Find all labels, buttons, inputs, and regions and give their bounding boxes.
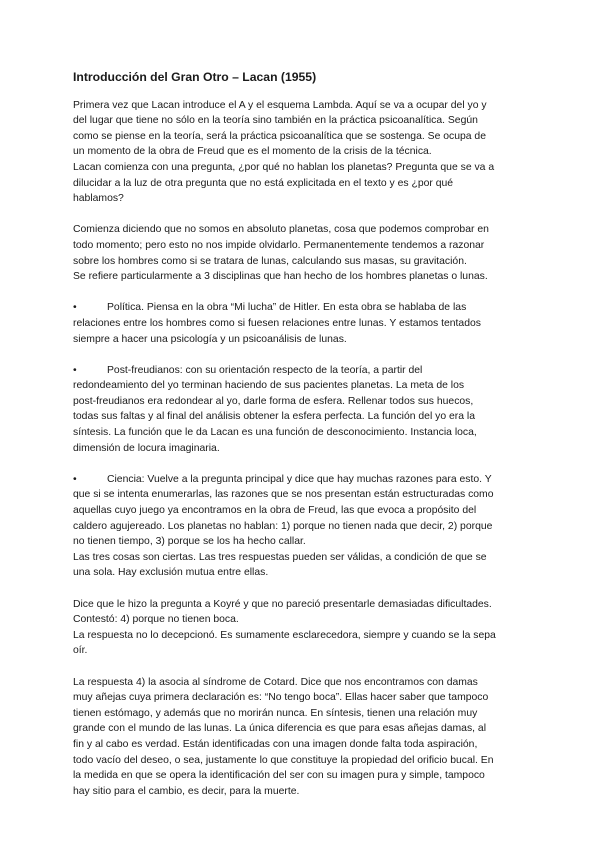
text-line: Las tres cosas son ciertas. Las tres respuestas pueden ser válidas, a condición de que se — [73, 551, 487, 563]
text-line: la medida en que se opera la identificación del ser con su imagen pura y simple, tampoco — [73, 770, 485, 782]
text-line: no tienen tiempo, 3) porque se los ha hecho callar. — [73, 536, 306, 548]
text-line: hablamos? — [73, 193, 124, 205]
text-line-content: Política. Piensa en la obra “Mi lucha” de Hitler. En esta obra se hablaba de las — [107, 302, 467, 314]
text-line: sobre los hombres como si se tratara de lunas, calculando sus masas, su gravitación. — [73, 255, 467, 267]
bullet-paragraph — [73, 472, 529, 581]
text-line-content: Ciencia: Vuelve a la pregunta principal y dice que hay muchas razones para esto. Y — [107, 473, 492, 485]
document-body — [73, 98, 529, 800]
bullet-icon: • — [73, 302, 77, 314]
text-line: como se piense en la teoría, será la práctica psicoanalítica que se sostenga. Se ocupa de — [73, 130, 486, 142]
text-line: oír. — [73, 645, 88, 657]
text-line: fin y al cabo es verdad. Están identificadas con una imagen donde falta toda aspiración, — [73, 738, 478, 750]
text-line: Contestó: 4) porque no tienen boca. — [73, 614, 239, 626]
text-line: dimensión de locura imaginaria. — [73, 442, 220, 454]
text-line: La respuesta no lo decepcionó. Es sumamente esclarecedora, siempre y cuando se la sepa — [73, 629, 496, 641]
text-line: un momento de la obra de Freud que es el momento de la crisis de la técnica. — [73, 146, 432, 158]
text-line-content: Post-freudianos: con su orientación respecto de la teoría, a partir del — [107, 364, 423, 376]
text-line: tienen estómago, y además que no morirán nunca. En síntesis, tienen una relación muy — [73, 707, 478, 719]
text-line: todo vacío del deseo, o sea, justamente lo que constituye la propiedad del orificio bucal. En — [73, 754, 494, 766]
text-line: del lugar que tiene no sólo en la teoría sino también en la práctica psicoanalítica. Según — [73, 115, 478, 127]
text-line: una sola. Hay exclusión mutua entre ellas. — [73, 567, 269, 579]
text-line: hay sitio para el cambio, es decir, para la muerte. — [73, 785, 300, 797]
document-page — [73, 70, 529, 815]
paragraph — [73, 222, 529, 284]
text-line: que si se intenta enumerarlas, las razones que se nos presentan están estructuradas como — [73, 489, 494, 501]
document-title: Introducción del Gran Otro – Lacan (1955) — [73, 70, 317, 84]
paragraph — [73, 675, 529, 800]
bullet-icon: • — [73, 364, 77, 376]
text-line: siempre a hacer una psicología y un psicoanálisis de lunas. — [73, 333, 347, 345]
text-line: muy añejas cuya primera declaración es: “No tengo boca”. Ellas hacer saber que tampoco — [73, 692, 489, 704]
text-line: todo momento; pero esto no nos impide olvidarlo. Permanentemente tendemos a razonar — [73, 239, 485, 251]
text-line: todas sus faltas y al final del análisis obtener la esfera perfecta. La función del yo era la — [73, 411, 476, 423]
text-line: La respuesta 4) la asocia al síndrome de Cotard. Dice que nos encontramos con damas — [73, 676, 478, 688]
text-line: Comienza diciendo que no somos en absoluto planetas, cosa que podemos comprobar en — [73, 224, 489, 236]
text-line: síntesis. La función que le da Lacan es una función de desconocimiento. Instancia loca, — [73, 427, 477, 439]
bullet-icon: • — [73, 473, 77, 485]
text-line: Se refiere particularmente a 3 disciplinas que han hecho de los hombres planetas o lunas. — [73, 271, 488, 283]
bullet-paragraph — [73, 363, 529, 457]
text-line: redondeamiento del yo terminan haciendo de sus pacientes planetas. La meta de los — [73, 380, 465, 392]
text-line: aquellas cuyo juego ya encontramos en la obra de Freud, las que evoca a propósito del — [73, 505, 477, 517]
text-line: caldero agujereado. Los planetas no hablan: 1) porque no tienen nada que decir, 2) porque — [73, 520, 493, 532]
text-line — [73, 300, 529, 316]
text-line: Lacan comienza con una pregunta, ¿por qué no hablan los planetas? Pregunta que se va a — [73, 161, 495, 173]
text-line: Primera vez que Lacan introduce el A y el esquema Lambda. Aquí se va a ocupar del yo y — [73, 99, 487, 111]
text-line: grande con el mundo de las lunas. La única diferencia es que para esas añejas damas, al — [73, 723, 487, 735]
text-line: post-freudianos era redondear al yo, darle forma de esfera. Rellenar todos sus huecos, — [73, 395, 474, 407]
text-line: Dice que le hizo la pregunta a Koyré y que no pareció presentarle demasiadas dificultades. — [73, 598, 492, 610]
bullet-paragraph — [73, 300, 529, 347]
paragraph — [73, 597, 529, 659]
paragraph — [73, 98, 529, 207]
text-line: dilucidar a la luz de otra pregunta que no está explicitada en el texto y es ¿por qué — [73, 177, 454, 189]
text-line — [73, 472, 529, 488]
text-line: relaciones entre los hombres como si fuesen relaciones entre lunas. Y estamos tentados — [73, 317, 481, 329]
text-line — [73, 363, 529, 379]
